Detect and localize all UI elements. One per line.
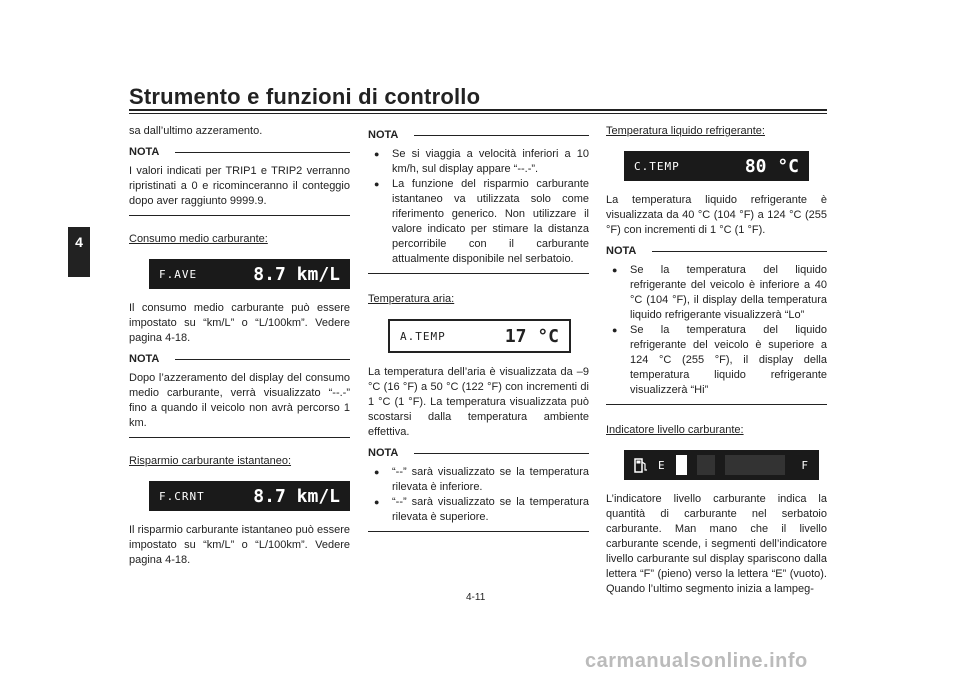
paragraph: La temperatura liquido refrigerante è visualizzata da 40 °C (104 °F) a 124 °C (255 °F) con incrementi di 1 °C (1 °F). — [606, 194, 827, 236]
column-3 — [606, 124, 827, 597]
nota-list — [606, 263, 827, 398]
divider — [368, 273, 589, 274]
fuel-segment — [697, 455, 715, 475]
lcd-display-a-temp — [388, 319, 571, 353]
lcd-display-f-ave — [149, 259, 350, 289]
nota-heading: NOTA — [129, 352, 350, 367]
list-item: ● “--” sarà visualizzato se la temperatura rilevata è superiore. — [368, 495, 589, 525]
paragraph: Il consumo medio carburante può essere impostato su “km/L” o “L/100km”. Vedere pagina 4-18. — [129, 302, 350, 344]
subheading-temperatura-liquido: Temperatura liquido refrigerante: — [606, 125, 765, 137]
column-2 — [368, 124, 589, 532]
lcd-display-f-crnt — [149, 481, 350, 511]
column-1 — [129, 124, 350, 568]
divider — [129, 215, 350, 216]
divider — [129, 437, 350, 438]
lcd-value: 17 °C — [504, 325, 559, 347]
divider — [606, 404, 827, 405]
list-item: ● “--” sarà visualizzato se la temperatura rilevata è inferiore. — [368, 465, 589, 495]
nota-heading: NOTA — [129, 145, 350, 160]
fuel-segment — [725, 455, 785, 475]
lcd-label: F.CRNT — [159, 489, 205, 503]
fuel-full-label: F — [801, 458, 809, 472]
lcd-value: 8.7 km/L — [253, 485, 340, 507]
paragraph: La temperatura dell’aria è visualizzata da –9 °C (16 °F) a 50 °C (122 °F) con incrementi di 1 °C (1 °F). La temperatura visualizzata può scostarsi dalla temperatura ambiente effettiva. — [368, 366, 589, 438]
subheading-risparmio: Risparmio carburante istantaneo: — [129, 455, 292, 467]
lcd-value: 8.7 km/L — [253, 263, 340, 285]
list-item: ● Se la temperatura del liquido refrigerante del veicolo è inferiore a 40 °C (104 °F), il display della temperatura liquido refrigerante visualizzerà “Lo” — [606, 263, 827, 323]
lcd-display-c-temp — [624, 151, 809, 181]
paragraph: L’indicatore livello carburante indica la quantità di carburante nel serbatoio carburante. Man mano che il livello carburante scende, i segmenti dell’indicatore livello carburante sul display spariscono dalla lettera “F” (pieno) verso la lettera “E” (vuoto). Quando l’ultimo segmento inizia a lampeg- — [606, 493, 827, 595]
subheading-consumo-medio: Consumo medio carburante: — [129, 233, 268, 245]
page-title: Strumento e funzioni di controllo — [129, 84, 481, 109]
watermark: carmanualsonline.info — [585, 650, 808, 672]
paragraph: Il risparmio carburante istantaneo può essere impostato su “km/L” o “L/100km”. Vedere pagina 4-18. — [129, 524, 350, 566]
lcd-label: A.TEMP — [400, 329, 446, 343]
subheading-temperatura-aria: Temperatura aria: — [368, 293, 455, 305]
page-number: 4-11 — [466, 592, 486, 603]
fuel-gauge-display — [624, 450, 819, 480]
fuel-pump-icon — [634, 457, 648, 473]
lcd-label: F.AVE — [159, 267, 198, 281]
list-item: ● Se si viaggia a velocità inferiori a 10 km/h, sul display appare “--.-”. — [368, 147, 589, 177]
nota-list — [368, 465, 589, 525]
nota-text: Dopo l’azzeramento del display del consumo medio carburante, verrà visualizzato “--.-” fino a quando il veicolo non avrà percorso 1 km. — [129, 372, 350, 429]
nota-heading: NOTA — [368, 446, 589, 461]
subheading-indicatore-carburante: Indicatore livello carburante: — [606, 424, 744, 436]
nota-heading: NOTA — [606, 244, 827, 259]
fuel-empty-label: E — [658, 458, 666, 472]
lcd-label: C.TEMP — [634, 159, 680, 173]
lcd-value: 80 °C — [744, 155, 799, 177]
list-item: ● Se la temperatura del liquido refrigerante del veicolo è superiore a 124 °C (255 °F), il display della temperatura liquido refrigerante visualizzerà “Hi” — [606, 323, 827, 398]
header-rule — [129, 109, 827, 111]
header-rule-thin — [129, 113, 827, 114]
list-item: ● La funzione del risparmio carburante istantaneo va utilizzata solo come riferimento generico. Non utilizzare il valore indicato per stimare la distanza percorribile con il carburante attualmente disponibile nel serbatoio. — [368, 177, 589, 267]
nota-list — [368, 147, 589, 267]
nota-heading: NOTA — [368, 128, 589, 143]
intro-text: sa dall’ultimo azzeramento. — [129, 125, 263, 137]
divider — [368, 531, 589, 532]
nota-text: I valori indicati per TRIP1 e TRIP2 verranno ripristinati a 0 e ricominceranno il conteggio dopo aver raggiunto 9999.9. — [129, 165, 350, 207]
chapter-tab: 4 — [68, 227, 90, 277]
fuel-segment-filled — [676, 455, 687, 475]
